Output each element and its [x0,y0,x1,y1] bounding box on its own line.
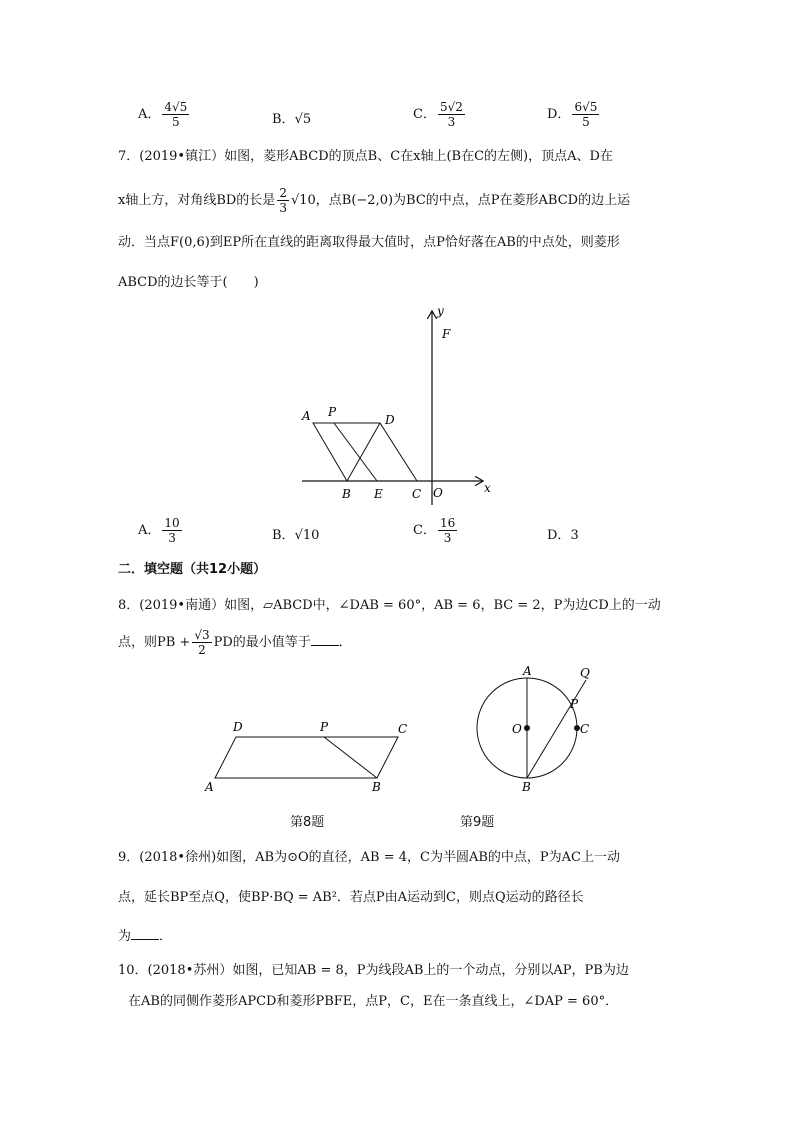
q8-figure [200,715,420,795]
q7-line-3: 动．当点F(0,6)到EP所在直线的距离取得最大值时，点P恰好落在AB的中点处，则菱形 [118,235,620,250]
q10-line-2: 在AB的同侧作菱形APCD和菱形PBFE，点P，C，E在一条直线上，∠DAP = 60°． [128,994,619,1009]
q7-choice-d: D．3 [547,528,579,543]
q9-figure [470,660,610,800]
q10-line-1: 10．(2018•苏州）如图，已知AB = 8，P为线段AB上的一个动点，分别以AP，PB为边 [118,963,629,978]
q7-figure [290,300,510,515]
q9-line-1: 9．(2018•徐州)如图，AB为⊙O的直径，AB = 4，C为半圆AB的中点，P为AC上一动 [118,850,620,865]
q9-line-3: 为 ． [118,925,172,947]
q9-line-2: 点，延长BP至点Q，使BP·BQ = AB²．若点P由A运动到C，则点Q运动的路径长 [118,890,584,905]
segment-pe [334,423,377,481]
label-p: P [328,405,337,419]
q8-label-d: D [233,720,243,734]
q9-label-b: B [522,780,531,794]
q8-line-2: 点，则PB + $\frac{√3}{2}$ PD的最小值等于 ． [118,628,352,657]
q7-choice-a: A． $\frac{10}{3}$ [138,516,180,545]
label-y: y [437,304,444,318]
q7-choice-b: B．√10 [272,528,320,543]
q9-label-o: O [512,722,522,736]
q6-choice-a: A． $\frac{4√5}{5}$ [138,100,188,129]
q6-choice-b: B．√5 [272,112,312,127]
q9-label-q: Q [580,666,590,680]
parallelogram-abcd [215,737,398,778]
label-c: C [412,487,422,501]
label-d: D [385,413,395,427]
label-x: x [484,481,491,495]
q7-line-4: ABCD的边长等于( ) [118,275,259,290]
segment-pb [324,737,377,778]
label-a: A [302,409,311,423]
q8-label-b: B [372,780,381,794]
q8-line-1: 8．(2019•南通）如图，▱ABCD中，∠DAB = 60°，AB = 6，BC = 2，P为边CD上的一动 [118,598,661,613]
q8-label-p: P [320,720,329,734]
q6-choice-d: D． $\frac{6√5}{5}$ [547,100,598,129]
q8-label-a: A [205,780,214,794]
label-o: O [433,486,443,500]
label-f: F [442,327,451,341]
q9-label-c: C [580,722,590,736]
q8-caption: 第8题 [290,815,325,830]
rhombus-abcd [313,423,417,481]
label-b: B [342,487,351,501]
q9-answer-blank[interactable] [131,925,159,940]
q6-choice-c: C． $\frac{5√2}{3}$ [413,100,463,129]
label-e: E [374,487,383,501]
q8-label-c: C [398,722,408,736]
q8-answer-blank[interactable] [311,631,339,646]
q9-label-p: P [570,697,579,711]
q7-line-1: 7．(2019•镇江）如图，菱形ABCD的顶点B、C在x轴上(B在C的左侧)，顶点A、D在 [118,149,613,164]
diagonal-bd [347,423,380,481]
section-2-heading: 二．填空题（共12小题） [118,562,267,577]
q7-choice-c: C． $\frac{16}{3}$ [413,516,456,545]
q7-line-2: x轴上方，对角线BD的长是 $\frac{2}{3}$ √10，点B(−2,0)为BC的中点，点P在菱形ABCD的边上运 [118,186,631,215]
q9-caption: 第9题 [460,815,495,830]
q9-label-a: A [523,664,532,678]
point-o [524,725,530,731]
